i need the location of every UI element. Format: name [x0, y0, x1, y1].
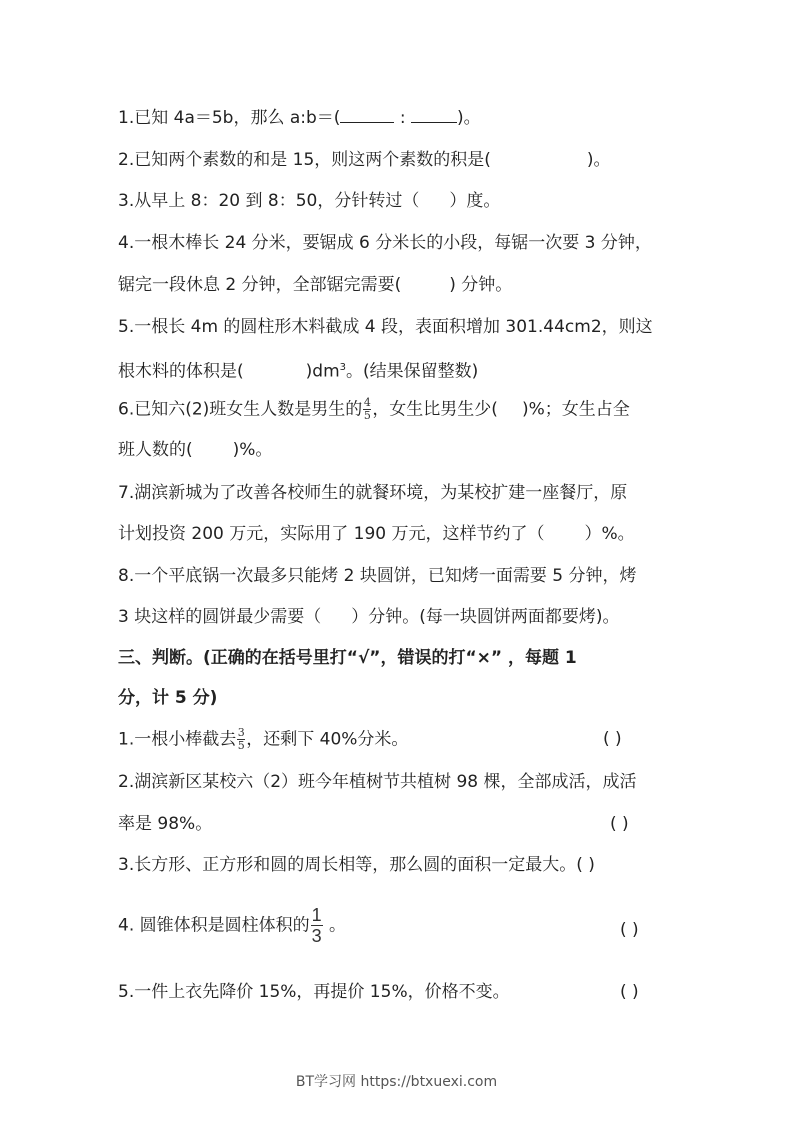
judge-question-3: 3.长方形、正方形和圆的周长相等，那么圆的面积一定最大。( ) — [118, 855, 595, 875]
fill-question-7-line-2 — [118, 522, 635, 546]
question-text: ) 分钟。 — [449, 275, 513, 295]
fill-question-4-line-1: 4.一根木棒长 24 分米，要锯成 6 分米长的小段，每锯一次要 3 分钟， — [118, 233, 652, 253]
question-text: 根木料的体积是( — [118, 361, 244, 382]
denominator: 5 — [363, 409, 371, 422]
question-text: 锯完一段休息 2 分钟，全部锯完需要( — [118, 275, 402, 295]
question-text: 计划投资 200 万元，实际用了 190 万元，这样节约了（ — [118, 524, 545, 544]
judge-question-5: 5.一件上衣先降价 15%，再提价 15%，价格不变。 — [118, 982, 510, 1002]
question-text: 6.已知六(2)班女生人数是男生的 — [118, 399, 363, 420]
numerator: 4 — [363, 396, 371, 409]
footer-watermark: BT学习网 https://btxuexi.com — [295, 1074, 498, 1090]
question-text: 班人数的( — [118, 440, 193, 460]
answer-blank[interactable] — [340, 106, 394, 123]
superscript: 3 — [339, 362, 346, 373]
question-text: 3.从早上 8：20 到 8：50，分针转过（ — [118, 191, 420, 211]
question-text: 。(结果保留整数) — [346, 361, 479, 382]
denominator: 3 — [311, 926, 322, 946]
fill-question-5-line-2 — [118, 356, 478, 384]
answer-paren[interactable]: ( ) — [620, 982, 639, 1002]
question-text: )%。 — [232, 440, 273, 460]
fill-question-3 — [118, 189, 500, 213]
judge-question-2-line-1: 2.湖滨新区某校六（2）班今年植树节共植树 98 棵，全部成活，成活 — [118, 772, 637, 792]
fill-question-6-line-2 — [118, 438, 272, 462]
section-3-heading-line-2: 分，计 5 分) — [118, 688, 218, 708]
question-text: )。 — [456, 108, 481, 128]
fill-question-2 — [118, 148, 611, 172]
fill-question-1 — [118, 106, 481, 130]
question-text: ）分钟。(每一块圆饼两面都要烤)。 — [351, 607, 620, 627]
section-3-heading-line-1: 三、判断。(正确的在括号里打“√”，错误的打“×” ，每题 1 — [118, 648, 577, 668]
numerator: 1 — [311, 905, 322, 925]
numerator: 3 — [237, 726, 245, 739]
fraction-1-3 — [311, 905, 323, 946]
fill-question-4-line-2 — [118, 273, 512, 297]
question-text: )%；女生占全 — [521, 399, 630, 420]
question-text: 。 — [323, 915, 347, 936]
question-text: )。 — [586, 150, 611, 170]
answer-paren[interactable]: ( ) — [603, 729, 622, 749]
question-text: 1.已知 4a＝5b，那么 a:b＝( — [118, 108, 341, 128]
fill-question-8-line-1: 8.一个平底锅一次最多只能烤 2 块圆饼，已知烤一面需要 5 分钟，烤 — [118, 566, 637, 586]
question-text: ，还剩下 40%分米。 — [246, 729, 409, 750]
question-text: 3 块这样的圆饼最少需要（ — [118, 607, 322, 627]
fill-question-8-line-2 — [118, 605, 620, 629]
question-text: 4. 圆锥体积是圆柱体积的 — [118, 915, 310, 936]
fraction-4-5 — [363, 397, 371, 422]
denominator: 5 — [237, 739, 245, 752]
answer-blank[interactable] — [411, 106, 457, 123]
question-text: ）度。 — [449, 191, 501, 211]
fill-question-7-line-1: 7.湖滨新城为了改善各校师生的就餐环境，为某校扩建一座餐厅，原 — [118, 483, 628, 503]
answer-paren[interactable]: ( ) — [620, 920, 639, 940]
question-text: )dm — [305, 361, 340, 382]
judge-question-2-line-2: 率是 98%。 — [118, 814, 213, 834]
fill-question-5-line-1: 5.一根长 4m 的圆柱形木料截成 4 段，表面积增加 301.44cm2，则这 — [118, 317, 653, 337]
answer-paren[interactable]: ( ) — [610, 814, 629, 834]
question-text: ，女生比男生少( — [372, 399, 498, 420]
question-text: ）%。 — [584, 524, 635, 544]
judge-question-1 — [118, 727, 408, 752]
fill-question-6-line-1 — [118, 397, 630, 422]
judge-question-4 — [118, 905, 346, 946]
question-text: 2.已知两个素数的和是 15，则这两个素数的积是( — [118, 150, 491, 170]
colon: : — [399, 108, 406, 128]
fraction-3-5 — [237, 727, 245, 752]
question-text: 1.一根小棒截去 — [118, 729, 237, 750]
